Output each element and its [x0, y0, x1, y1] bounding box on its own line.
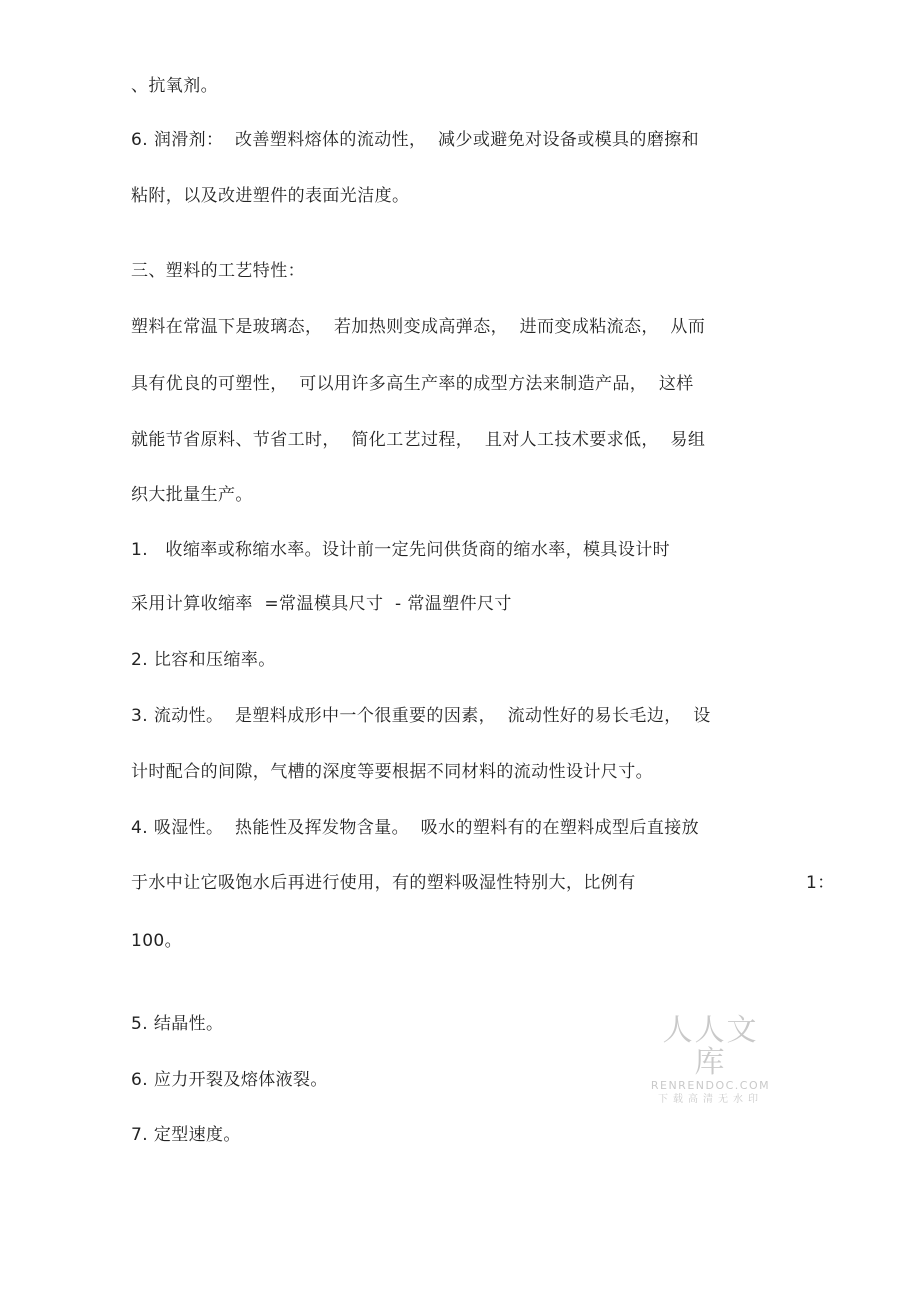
text-line-item-6: 6. 应力开裂及熔体液裂。	[131, 1070, 328, 1090]
text-line-item-7: 7. 定型速度。	[131, 1125, 241, 1145]
text-line-item-2: 2. 比容和压缩率。	[131, 650, 276, 670]
text-line-antioxidant: 、抗氧剂。	[131, 76, 218, 96]
watermark-subtitle: 下载高清无水印	[658, 1094, 763, 1105]
text-line-intro-2: 具有优良的可塑性， 可以用许多高生产率的成型方法来制造产品， 这样	[131, 374, 694, 394]
text-line-item-1-formula: 采用计算收缩率 =常温模具尺寸 - 常温塑件尺寸	[131, 594, 512, 614]
text-line-intro-4: 织大批量生产。	[131, 485, 253, 505]
text-line-intro-3: 就能节省原料、节省工时， 简化工艺过程， 且对人工技术要求低， 易组	[131, 430, 706, 450]
watermark-logo	[648, 1015, 773, 1107]
text-line-item-1: 1. 收缩率或称缩水率。设计前一定先问供货商的缩水率，模具设计时	[131, 540, 671, 560]
text-line-lubricant-cont: 粘附，以及改进塑件的表面光洁度。	[131, 186, 410, 206]
watermark-title: 人人文库	[662, 1013, 759, 1080]
text-line-item-3-cont: 计时配合的间隙，气槽的深度等要根据不同材料的流动性设计尺寸。	[131, 762, 653, 782]
text-line-item-4-end: 100。	[131, 931, 183, 951]
text-line-intro-1: 塑料在常温下是玻璃态， 若加热则变成高弹态， 进而变成粘流态， 从而	[131, 317, 706, 337]
text-line-item-4-cont: 于水中让它吸饱水后再进行使用，有的塑料吸湿性特别大，比例有	[131, 873, 636, 893]
text-line-item-4: 4. 吸湿性。 热能性及挥发物含量。 吸水的塑料有的在塑料成型后直接放	[131, 818, 700, 838]
watermark-url: RENRENDOC.COM	[650, 1079, 771, 1092]
text-line-lubricant: 6. 润滑剂： 改善塑料熔体的流动性， 减少或避免对设备或模具的磨擦和	[131, 130, 700, 150]
text-line-item-3: 3. 流动性。 是塑料成形中一个很重要的因素， 流动性好的易长毛边， 设	[131, 706, 711, 726]
text-line-item-5: 5. 结晶性。	[131, 1014, 224, 1034]
section-heading-process-properties: 三、塑料的工艺特性：	[131, 261, 305, 281]
text-ratio-fragment: 1：	[806, 873, 835, 893]
